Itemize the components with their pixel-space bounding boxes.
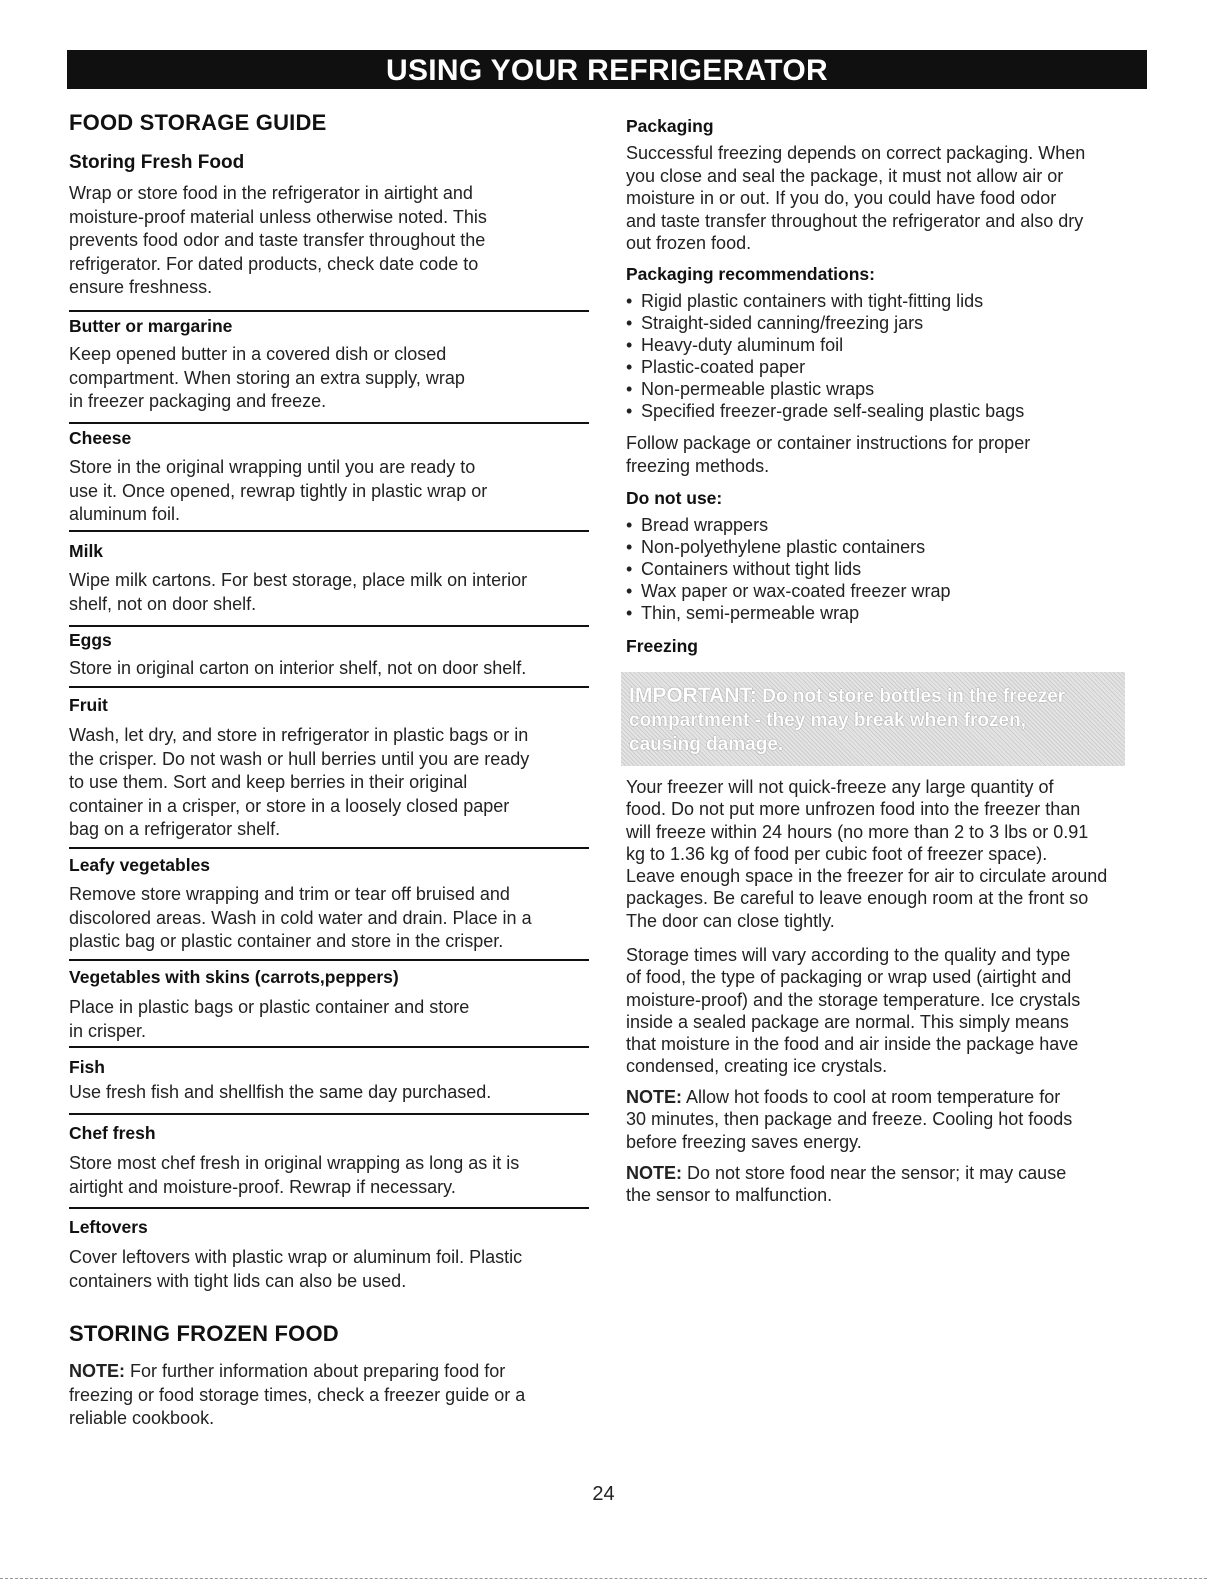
text-line <box>69 1360 525 1384</box>
text-line: bag on a refrigerator shelf. <box>69 819 281 839</box>
packaging-text <box>626 142 1085 255</box>
important-warning-box <box>621 672 1125 766</box>
divider <box>69 422 589 424</box>
text-line: Follow package or container instructions for proper <box>626 433 1031 453</box>
divider <box>69 686 589 688</box>
text-line: freezing or food storage times, check a freezer guide or a <box>69 1384 526 1405</box>
text-span: Do not store bottles in the freezer <box>756 686 1066 707</box>
important-label: IMPORTANT: <box>629 684 757 707</box>
list-item: • Non-permeable plastic wraps <box>626 378 1024 400</box>
cheese-heading: Cheese <box>69 428 132 448</box>
text-line: use it. Once opened, rewrap tightly in plastic wrap or <box>69 480 488 501</box>
text-line: moisture-proof material unless otherwise noted. This <box>69 206 487 227</box>
list-item: • Thin, semi-permeable wrap <box>626 602 950 624</box>
note-label: NOTE: <box>626 1163 682 1183</box>
list-item: • Heavy-duty aluminum foil <box>626 334 1024 356</box>
text-line: prevents food odor and taste transfer throughout the <box>69 230 486 250</box>
text-line: Successful freezing depends on correct packaging. When <box>626 143 1086 163</box>
leafy-vegetables-heading: Leafy vegetables <box>69 855 211 875</box>
text-span: For further information about preparing food for <box>125 1361 506 1381</box>
text-line <box>626 1086 1072 1108</box>
list-item: • Containers without tight lids <box>626 558 950 580</box>
eggs-text <box>69 657 526 681</box>
follow-instructions-text <box>626 432 1030 477</box>
list-item: • Specified freezer-grade self-sealing plastic bags <box>626 400 1024 422</box>
frozen-note-text <box>69 1360 525 1431</box>
list-item: • Straight-sided canning/freezing jars <box>626 312 1024 334</box>
fish-heading: Fish <box>69 1057 105 1077</box>
text-line: Place in plastic bags or plastic container and store <box>69 997 470 1017</box>
storing-fresh-food-heading: Storing Fresh Food <box>69 152 245 173</box>
vegetables-with-skins-heading: Vegetables with skins (carrots,peppers) <box>69 967 399 987</box>
text-line: 30 minutes, then package and freeze. Cooling hot foods <box>626 1109 1073 1130</box>
text-line: kg to 1.36 kg of food per cubic foot of freezer space). <box>626 843 1048 864</box>
text-line: Store most chef fresh in original wrapping as long as it is <box>69 1153 520 1173</box>
text-line: Storage times will vary according to the quality and type <box>626 945 1071 965</box>
text-line: in crisper. <box>69 1020 147 1041</box>
text-line: ensure freshness. <box>69 277 213 297</box>
text-line: airtight and moisture-proof. Rewrap if necessary. <box>69 1176 456 1197</box>
text-span: causing damage. <box>629 734 784 755</box>
text-line: shelf, not on door shelf. <box>69 593 257 614</box>
fish-text <box>69 1081 491 1105</box>
text-line: reliable cookbook. <box>69 1408 215 1428</box>
text-line: moisture in or out. If you do, you could have food odor <box>626 188 1057 208</box>
text-span: compartment - they may break when frozen, <box>629 710 1026 731</box>
note-label: NOTE: <box>69 1361 125 1381</box>
do-not-use-heading: Do not use: <box>626 488 723 508</box>
packaging-recommendations-heading: Packaging recommendations: <box>626 264 875 284</box>
divider <box>69 530 589 532</box>
text-line: Cover leftovers with plastic wrap or aluminum foil. Plastic <box>69 1247 523 1267</box>
leafy-vegetables-text <box>69 883 532 954</box>
fresh-food-text <box>69 182 487 300</box>
freezer-capacity-text <box>626 776 1107 932</box>
chef-fresh-text <box>69 1152 519 1199</box>
food-storage-guide-heading: FOOD STORAGE GUIDE <box>69 110 327 135</box>
page-number: 24 <box>592 1483 615 1505</box>
list-item: • Plastic-coated paper <box>626 356 1024 378</box>
text-line: Wipe milk cartons. For best storage, place milk on interior <box>69 570 528 590</box>
text-line: the crisper. Do not wash or hull berries until you are ready <box>69 748 530 769</box>
text-line: Use fresh fish and shellfish the same day purchased. <box>69 1082 492 1102</box>
text-line: freezing methods. <box>626 455 770 476</box>
list-item: • Bread wrappers <box>626 514 950 536</box>
text-line <box>626 1162 1066 1184</box>
divider <box>69 1046 589 1048</box>
fruit-heading: Fruit <box>69 695 108 715</box>
divider <box>69 1207 589 1209</box>
freezing-heading: Freezing <box>626 636 698 656</box>
butter-text <box>69 343 465 414</box>
text-line: packages. Be careful to leave enough room at the front so <box>626 888 1089 909</box>
packaging-heading: Packaging <box>626 116 714 136</box>
leftovers-heading: Leftovers <box>69 1217 148 1237</box>
fruit-text <box>69 724 529 842</box>
text-line: will freeze within 24 hours (no more than 2 to 3 lbs or 0.91 <box>626 821 1089 842</box>
divider <box>69 310 589 312</box>
divider <box>69 959 589 961</box>
text-line: Remove store wrapping and trim or tear off bruised and <box>69 884 510 904</box>
note-label: NOTE: <box>626 1087 682 1107</box>
storage-times-text <box>626 944 1080 1078</box>
list-item: • Non-polyethylene plastic containers <box>626 536 950 558</box>
text-line: Store in original carton on interior shelf, not on door shelf. <box>69 658 527 678</box>
text-line: before freezing saves energy. <box>626 1131 862 1152</box>
text-line: compartment. When storing an extra supply, wrap <box>69 367 465 388</box>
cheese-text <box>69 456 487 527</box>
divider <box>69 1113 589 1115</box>
sensor-note <box>626 1162 1066 1207</box>
text-line: in freezer packaging and freeze. <box>69 391 327 411</box>
text-line: and taste transfer throughout the refrigerator and also dry <box>626 210 1084 231</box>
text-line: Wrap or store food in the refrigerator in airtight and <box>69 183 473 203</box>
eggs-heading: Eggs <box>69 630 112 650</box>
text-line: refrigerator. For dated products, check date code to <box>69 253 479 274</box>
text-line: The door can close tightly. <box>626 910 835 931</box>
text-line: the sensor to malfunction. <box>626 1185 833 1206</box>
text-line: Keep opened butter in a covered dish or closed <box>69 344 447 364</box>
do-not-use-list <box>626 514 950 624</box>
milk-text <box>69 569 527 616</box>
packaging-recommendations-list <box>626 290 1024 422</box>
text-line: Store in the original wrapping until you are ready to <box>69 457 476 477</box>
scan-edge <box>0 1578 1207 1579</box>
text-line: Leave enough space in the freezer for air to circulate around <box>626 866 1108 887</box>
text-line: food. Do not put more unfrozen food into the freezer than <box>626 799 1081 820</box>
divider <box>69 625 589 627</box>
text-line: condensed, creating ice crystals. <box>626 1056 888 1077</box>
section-banner: USING YOUR REFRIGERATOR <box>67 50 1147 89</box>
text-line: container in a crisper, or store in a loosely closed paper <box>69 795 510 816</box>
chef-fresh-heading: Chef fresh <box>69 1123 156 1143</box>
text-line: Your freezer will not quick-freeze any large quantity of <box>626 777 1054 797</box>
important-warning-text <box>621 672 1125 757</box>
text-line: inside a sealed package are normal. This simply means <box>626 1011 1069 1032</box>
text-span: Do not store food near the sensor; it may cause <box>682 1163 1067 1183</box>
text-line: aluminum foil. <box>69 504 181 524</box>
storing-frozen-food-heading: STORING FROZEN FOOD <box>69 1321 339 1346</box>
text-line: to use them. Sort and keep berries in their original <box>69 772 468 792</box>
text-line: discolored areas. Wash in cold water and drain. Place in a <box>69 907 532 928</box>
hot-foods-note <box>626 1086 1072 1153</box>
divider <box>69 847 589 849</box>
text-line: out frozen food. <box>626 233 752 253</box>
text-line: Wash, let dry, and store in refrigerator in plastic bags or in <box>69 725 529 745</box>
milk-heading: Milk <box>69 541 104 561</box>
list-item: • Wax paper or wax-coated freezer wrap <box>626 580 950 602</box>
text-line: you close and seal the package, it must not allow air or <box>626 165 1064 186</box>
text-line: plastic bag or plastic container and store in the crisper. <box>69 931 504 951</box>
text-line: moisture-proof) and the storage temperature. Ice crystals <box>626 989 1081 1010</box>
leftovers-text <box>69 1246 522 1293</box>
text-line: containers with tight lids can also be used. <box>69 1270 407 1291</box>
text-line: of food, the type of packaging or wrap used (airtight and <box>626 967 1072 988</box>
text-span: Allow hot foods to cool at room temperature for <box>682 1087 1061 1107</box>
vegetables-with-skins-text <box>69 996 469 1043</box>
list-item: • Rigid plastic containers with tight-fitting lids <box>626 290 1024 312</box>
butter-heading: Butter or margarine <box>69 316 233 336</box>
text-line: that moisture in the food and air inside the package have <box>626 1034 1079 1055</box>
